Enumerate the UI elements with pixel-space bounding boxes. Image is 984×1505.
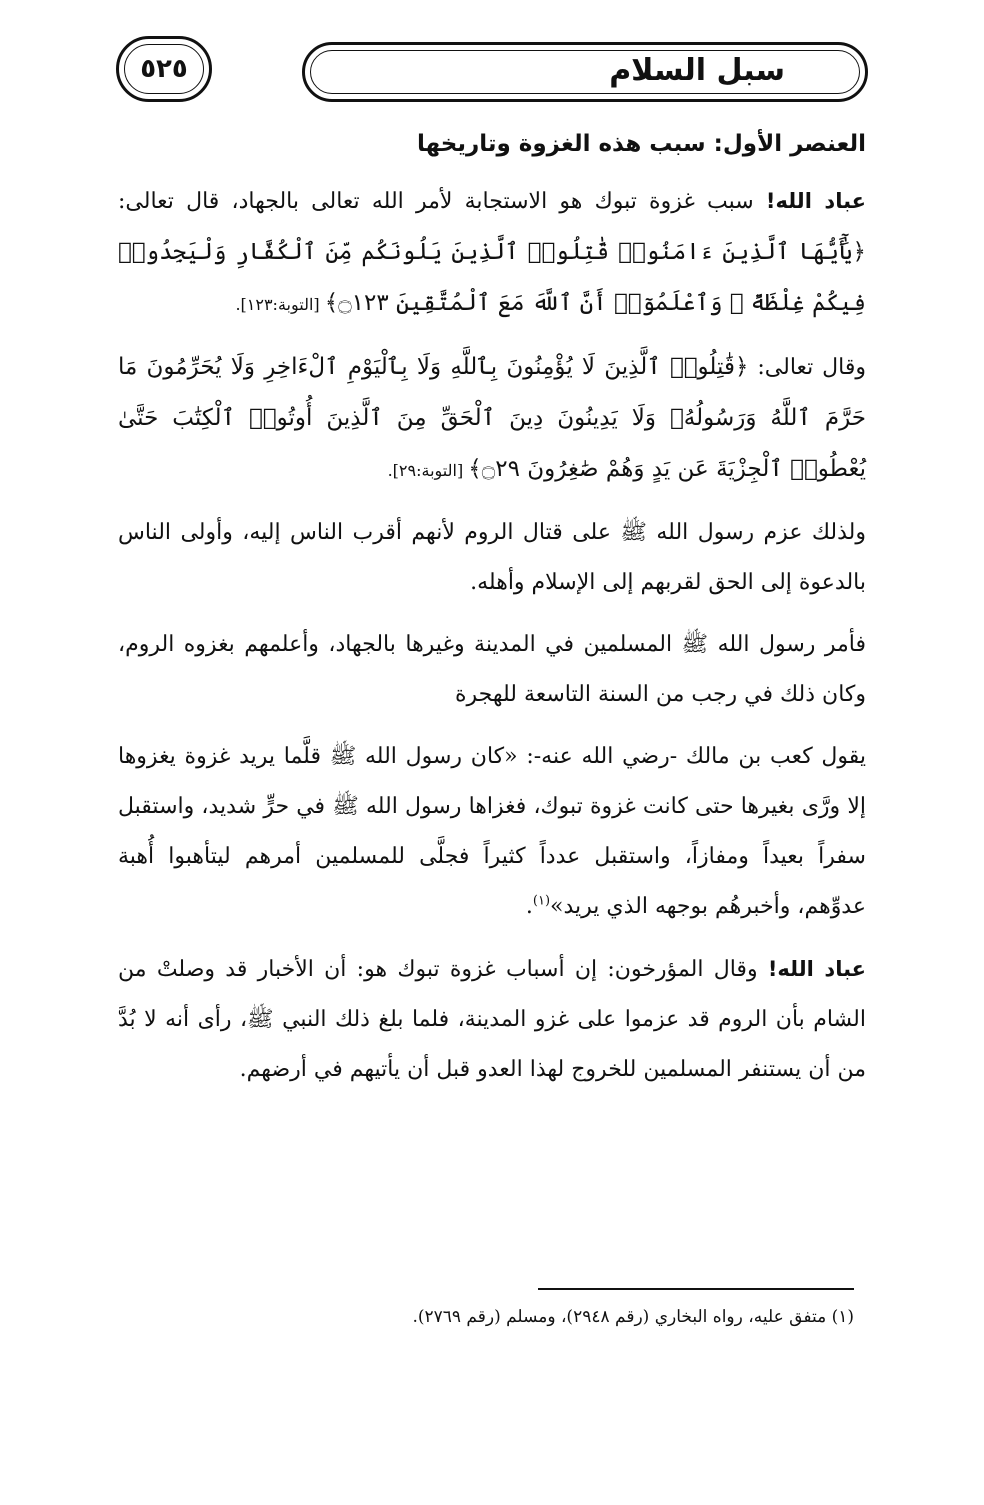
paragraph-text: سبب غزوة تبوك هو الاستجابة لأمر الله تعالى بالجهاد، قال تعالى: xyxy=(118,189,766,214)
paragraph-text: يقول كعب بن مالك -رضي الله عنه-: «كان رسول الله ﷺ قلَّما يريد غزوة يغزوها إلا ورَّى بغيرها حتى كانت غزوة تبوك، فغزاها رسول الله ﷺ في حرٍّ شديد، واستقبل سفراً بعيداً ومفازاً، واستقبل عدداً كثيراً فجلَّى للمسلمين أمرهم ليتأهبوا أُهبة عدوِّهم، وأخبرهُم بوجهه الذي يريد» xyxy=(118,744,866,919)
paragraph-1 xyxy=(118,176,866,330)
paragraph-5 xyxy=(118,732,866,932)
paragraph-text: وقال تعالى: xyxy=(748,355,866,380)
verse-reference: [التوبة:١٢٣]. xyxy=(235,295,325,314)
paragraph-text: فأمر رسول الله ﷺ المسلمين في المدينة وغيرها بالجهاد، وأعلمهم بغزوه الروم، وكان ذلك في رجب من السنة التاسعة للهجرة xyxy=(118,632,866,707)
paragraph-3 xyxy=(118,508,866,608)
paragraph-2 xyxy=(118,342,866,496)
quran-verse: ﴿قَٰتِلُوا۟ ٱلَّذِينَ لَا يُؤْمِنُونَ بِٱللَّهِ وَلَا بِٱلْيَوْمِ ٱلْءَاخِرِ وَلَا يُحَرِّمُونَ مَا حَرَّمَ ٱللَّهُ وَرَسُولُهُۥ وَلَا يَدِينُونَ دِينَ ٱلْحَقِّ مِنَ ٱلَّذِينَ أُوتُوا۟ ٱلْكِتَٰبَ حَتَّىٰ يُعْطُوا۟ ٱلْجِزْيَةَ عَن يَدٍ وَهُمْ صَٰغِرُونَ ۝٢٩﴾ xyxy=(118,354,866,482)
paragraph-text: ولذلك عزم رسول الله ﷺ على قتال الروم لأنهم أقرب الناس إليه، وأولى الناس بالدعوة إلى الحق لقربهم إلى الإسلام وأهله. xyxy=(118,520,866,595)
footnote: (١) متفق عليه، رواه البخاري (رقم ٢٩٤٨)، ومسلم (رقم ٢٧٦٩). xyxy=(412,1307,854,1327)
page-number-frame xyxy=(116,36,212,102)
page-number: ٥٢٥ xyxy=(140,54,188,84)
book-title: سبل السلام xyxy=(609,53,785,88)
paragraph-tail: . xyxy=(525,894,533,919)
paragraph-4 xyxy=(118,620,866,720)
title-frame xyxy=(302,42,868,102)
footnote-marker: (١) xyxy=(532,893,551,909)
page-header xyxy=(116,36,868,106)
page-body xyxy=(118,124,866,1107)
paragraph-lead: عباد الله! xyxy=(765,189,866,213)
paragraph-lead: عباد الله! xyxy=(767,957,866,981)
paragraph-text: وقال المؤرخون: إن أسباب غزوة تبوك هو: أن الأخبار قد وصلتْ من الشام بأن الروم قد عزموا على غزو المدينة، فلما بلغ ذلك النبي ﷺ، رأى أنه لا بُدَّ من أن يستنفر المسلمين للخروج لهذا العدو قبل أن يأتيهم في أرضهم. xyxy=(118,957,866,1082)
paragraph-6 xyxy=(118,944,866,1095)
quran-verse: ﴿يَٰٓأَيُّهَا ٱلَّذِينَ ءَامَنُوا۟ قَٰتِلُوا۟ ٱلَّذِينَ يَلُونَكُم مِّنَ ٱلْكُفَّارِ وَلْيَجِدُوا۟ فِيكُمْ غِلْظَةً ۚ وَٱعْلَمُوٓا۟ أَنَّ ٱللَّهَ مَعَ ٱلْمُتَّقِينَ ۝١٢٣﴾ xyxy=(118,239,866,316)
verse-reference: [التوبة:٢٩]. xyxy=(387,461,469,480)
footnote-divider xyxy=(538,1288,854,1290)
section-heading: العنصر الأول: سبب هذه الغزوة وتاريخها xyxy=(416,131,866,157)
